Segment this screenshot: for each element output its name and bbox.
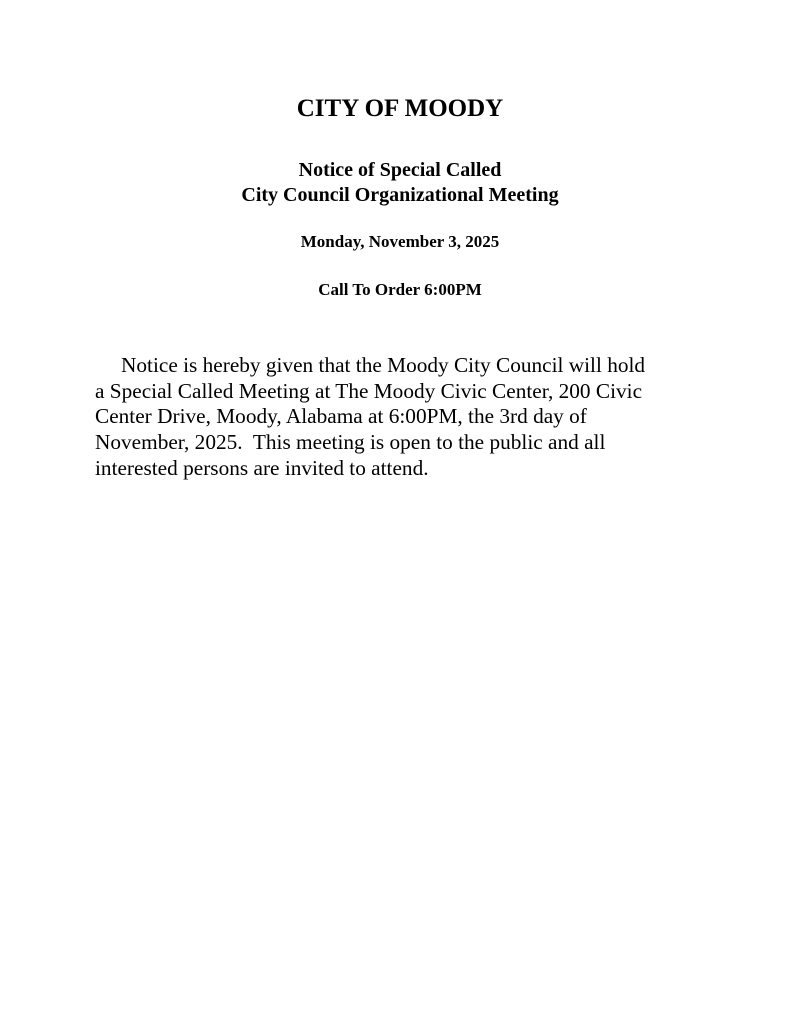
body-line: Center Drive, Moody, Alabama at 6:00PM, the 3rd day of — [95, 404, 587, 429]
body-line: interested persons are invited to attend. — [95, 455, 429, 480]
notice-body-paragraph — [95, 353, 645, 482]
meeting-date: Monday, November 3, 2025 — [300, 232, 500, 251]
body-line: Notice is hereby given that the Moody City Council will hold — [121, 353, 646, 377]
call-to-order-time: Call To Order 6:00PM — [318, 280, 482, 299]
body-line: a Special Called Meeting at The Moody Civic Center, 200 Civic — [95, 378, 643, 403]
body-line: November, 2025. This meeting is open to the public and all — [95, 430, 606, 455]
notice-subtitle-line-1: Notice of Special Called — [298, 159, 502, 181]
notice-subtitle-line-2: City Council Organizational Meeting — [241, 184, 559, 206]
document-title: CITY OF MOODY — [296, 95, 504, 122]
